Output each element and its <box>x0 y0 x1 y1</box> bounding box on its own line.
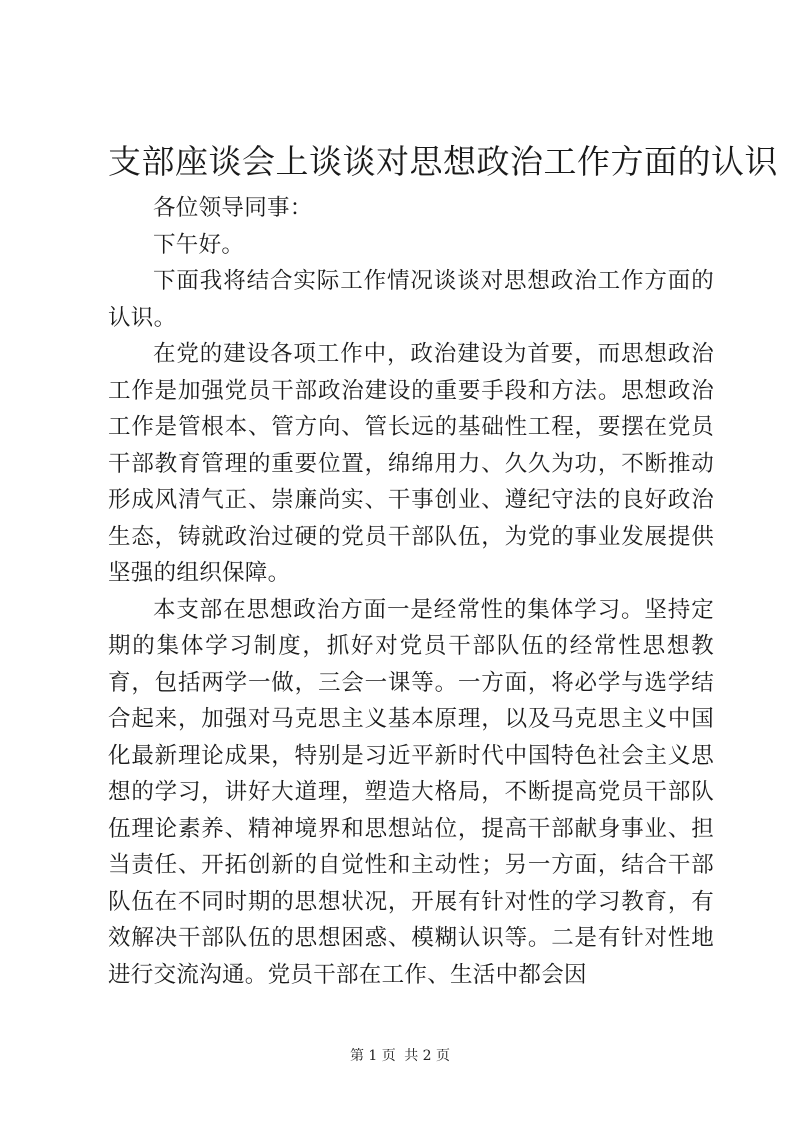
document-title: 支部座谈会上谈谈对思想政治工作方面的认识 <box>108 142 778 181</box>
intro-paragraph: 下面我将结合实际工作情况谈谈对思想政治工作方面的认识。 <box>108 268 714 331</box>
page-footer <box>0 1046 800 1066</box>
page-number: 第 1 页 <box>349 1048 396 1064</box>
body-paragraph: 在党的建设各项工作中，政治建设为首要，而思想政治工作是加强党员干部政治建设的重要手段和方法。思想政治工作是管根本、管方向、管长远的基础性工程，要摆在党员干部教育管理的重要位置，绵绵用力、久久为功，不断推动形成风清气正、崇廉尚实、干事创业、遵纪守法的良好政治生态，铸就政治过硬的党员干部队伍，为党的事业发展提供坚强的组织保障。 <box>108 341 714 586</box>
document-body <box>108 190 714 993</box>
body-paragraph: 本支部在思想政治方面一是经常性的集体学习。坚持定期的集体学习制度，抓好对党员干部队伍的经常性思想教育，包括两学一做，三会一课等。一方面，将必学与选学结合起来，加强对马克思主义基本原理，以及马克思主义中国化最新理论成果，特别是习近平新时代中国特色社会主义思想的学习，讲好大道理，塑造大格局，不断提高党员干部队伍理论素养、精神境界和思想站位，提高干部献身事业、担当责任、开拓创新的自觉性和主动性；另一方面，结合干部队伍在不同时期的思想状况，开展有针对性的学习教育，有效解决干部队伍的思想困惑、模糊认识等。二是有针对性地进行交流沟通。党员干部在工作、生活中都会因 <box>108 596 714 988</box>
page-total: 共 2 页 <box>404 1048 451 1064</box>
greeting: 下午好。 <box>153 231 245 258</box>
salutation: 各位领导同事： <box>153 195 313 221</box>
